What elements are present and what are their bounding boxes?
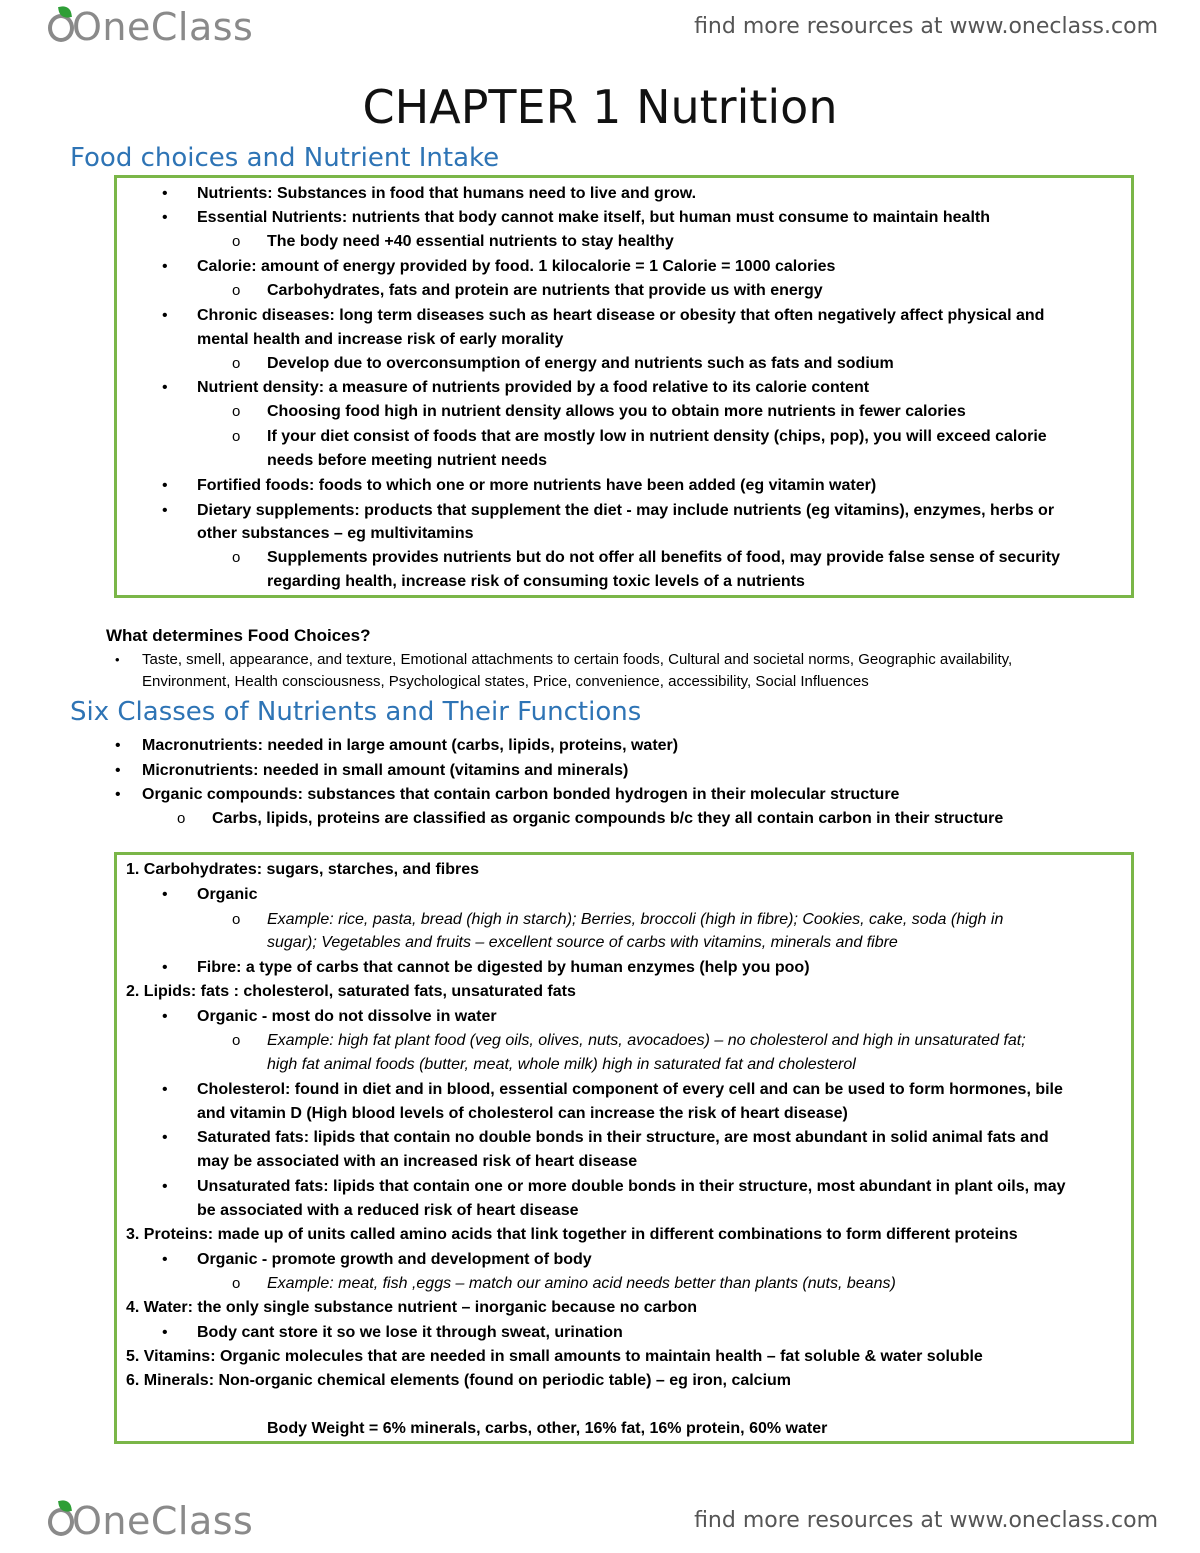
oneclass-leaf-icon bbox=[46, 1500, 80, 1540]
bullet: • bbox=[162, 959, 168, 976]
bullet: • bbox=[162, 886, 168, 903]
list-item: Micronutrients: needed in small amount (vitamins and minerals) bbox=[142, 762, 629, 779]
bullet: • bbox=[162, 209, 168, 226]
list-item: Carbs, lipids, proteins are classified as organic compounds b/c they all contain carbon in their structure bbox=[212, 810, 1004, 827]
list-item: 6. Minerals: Non-organic chemical elements (found on periodic table) – eg iron, calcium bbox=[126, 1372, 792, 1389]
list-item: Example: meat, fish ,eggs – match our amino acid needs better than plants (nuts, beans) bbox=[267, 1275, 896, 1292]
list-item: 5. Vitamins: Organic molecules that are needed in small amounts to maintain health – fat soluble & water soluble bbox=[126, 1348, 983, 1365]
bullet: • bbox=[162, 1251, 168, 1268]
body-weight-summary: Body Weight = 6% minerals, carbs, other, 16% fat, 16% protein, 60% water bbox=[267, 1420, 828, 1437]
subheading-food-choices: What determines Food Choices? bbox=[106, 626, 371, 645]
find-more-link[interactable]: find more resources at www.oneclass.com bbox=[694, 14, 1158, 39]
list-item: Example: high fat plant food (veg oils, olives, nuts, avocadoes) – no cholesterol and high in unsaturated fat; bbox=[267, 1032, 1026, 1049]
list-item-continued: and vitamin D (High blood levels of cholesterol can increase the risk of heart disease) bbox=[197, 1105, 848, 1122]
oneclass-logo[interactable] bbox=[46, 5, 254, 49]
list-item: Example: rice, pasta, bread (high in starch); Berries, broccoli (high in fibre); Cookies, cake, soda (high in bbox=[267, 911, 1004, 928]
brand-name: OneClass bbox=[72, 5, 254, 49]
list-item: Saturated fats: lipids that contain no double bonds in their structure, are most abundant in solid animal fats and bbox=[197, 1129, 1049, 1146]
list-item-continued: may be associated with an increased risk of heart disease bbox=[197, 1153, 638, 1170]
find-more-link-footer[interactable]: find more resources at www.oneclass.com bbox=[694, 1508, 1158, 1533]
list-item: Organic compounds: substances that contain carbon bonded hydrogen in their molecular structure bbox=[142, 786, 900, 803]
page-title: CHAPTER 1 Nutrition bbox=[362, 80, 838, 134]
list-item: Essential Nutrients: nutrients that body cannot make itself, but human must consume to maintain health bbox=[197, 209, 990, 226]
bullet: • bbox=[162, 502, 168, 519]
oneclass-leaf-icon bbox=[46, 6, 80, 46]
list-item-continued: other substances – eg multivitamins bbox=[197, 525, 474, 542]
list-item: 2. Lipids: fats : cholesterol, saturated fats, unsaturated fats bbox=[126, 983, 576, 1000]
list-item: Calorie: amount of energy provided by food. 1 kilocalorie = 1 Calorie = 1000 calories bbox=[197, 258, 836, 275]
list-item: Nutrient density: a measure of nutrients provided by a food relative to its calorie content bbox=[197, 379, 870, 396]
list-item: Fibre: a type of carbs that cannot be digested by human enzymes (help you poo) bbox=[197, 959, 810, 976]
sub-bullet: o bbox=[232, 233, 241, 250]
sub-bullet: o bbox=[232, 1032, 241, 1049]
sub-bullet: o bbox=[232, 549, 241, 566]
sub-bullet: o bbox=[232, 282, 241, 299]
list-item: Body cant store it so we lose it through sweat, urination bbox=[197, 1324, 623, 1341]
list-item-continued: high fat animal foods (butter, meat, whole milk) high in saturated fat and cholesterol bbox=[267, 1056, 856, 1073]
oneclass-logo-footer[interactable] bbox=[46, 1499, 254, 1543]
list-item: 3. Proteins: made up of units called amino acids that link together in different combinations to form different proteins bbox=[126, 1226, 1018, 1243]
list-item-continued: needs before meeting nutrient needs bbox=[267, 452, 548, 469]
bullet: • bbox=[115, 762, 121, 779]
section-heading-food-choices: Food choices and Nutrient Intake bbox=[70, 143, 500, 173]
list-item: Dietary supplements: products that supplement the diet - may include nutrients (eg vitamins), enzymes, herbs or bbox=[197, 502, 1055, 519]
list-item: Organic bbox=[197, 886, 258, 903]
list-item: Develop due to overconsumption of energy and nutrients such as fats and sodium bbox=[267, 355, 894, 372]
bullet: • bbox=[162, 1178, 168, 1195]
list-item: Unsaturated fats: lipids that contain one or more double bonds in their structure, most abundant in plant oils, may bbox=[197, 1178, 1066, 1195]
list-item-continued: mental health and increase risk of early morality bbox=[197, 331, 564, 348]
list-item: Macronutrients: needed in large amount (carbs, lipids, proteins, water) bbox=[142, 737, 679, 754]
bullet: • bbox=[115, 652, 120, 667]
brand-name: OneClass bbox=[72, 1499, 254, 1543]
bullet: • bbox=[162, 1129, 168, 1146]
list-item-continued: regarding health, increase risk of consuming toxic levels of a nutrients bbox=[267, 573, 805, 590]
sub-bullet: o bbox=[232, 911, 241, 928]
sub-bullet: o bbox=[232, 1275, 241, 1292]
bullet: • bbox=[162, 477, 168, 494]
bullet: • bbox=[162, 379, 168, 396]
list-item: Organic - most do not dissolve in water bbox=[197, 1008, 497, 1025]
sub-bullet: o bbox=[177, 810, 186, 827]
list-item-continued: Environment, Health consciousness, Psychological states, Price, convenience, accessibility, Social Influences bbox=[142, 673, 869, 690]
list-item-continued: be associated with a reduced risk of heart disease bbox=[197, 1202, 579, 1219]
list-item: If your diet consist of foods that are mostly low in nutrient density (chips, pop), you will exceed calorie bbox=[267, 428, 1047, 445]
list-item: Taste, smell, appearance, and texture, Emotional attachments to certain foods, Cultural and societal norms, Geographic availability, bbox=[142, 651, 1013, 668]
list-item: Supplements provides nutrients but do not offer all benefits of food, may provide false sense of security bbox=[267, 549, 1061, 566]
bullet: • bbox=[115, 786, 121, 803]
list-item: Fortified foods: foods to which one or more nutrients have been added (eg vitamin water) bbox=[197, 477, 877, 494]
list-item-continued: sugar); Vegetables and fruits – excellent source of carbs with vitamins, minerals and fibre bbox=[267, 934, 898, 951]
sub-bullet: o bbox=[232, 403, 241, 420]
list-item: Nutrients: Substances in food that humans need to live and grow. bbox=[197, 185, 697, 202]
list-item: Cholesterol: found in diet and in blood, essential component of every cell and can be used to form hormones, bile bbox=[197, 1081, 1063, 1098]
section-heading-six-classes: Six Classes of Nutrients and Their Functions bbox=[70, 697, 642, 727]
list-item: The body need +40 essential nutrients to stay healthy bbox=[267, 233, 674, 250]
bullet: • bbox=[162, 307, 168, 324]
list-item: 4. Water: the only single substance nutrient – inorganic because no carbon bbox=[126, 1299, 698, 1316]
list-item: Choosing food high in nutrient density allows you to obtain more nutrients in fewer calories bbox=[267, 403, 966, 420]
list-item: 1. Carbohydrates: sugars, starches, and fibres bbox=[126, 861, 480, 878]
list-item: Organic - promote growth and development of body bbox=[197, 1251, 592, 1268]
bullet: • bbox=[162, 1008, 168, 1025]
bullet: • bbox=[162, 258, 168, 275]
sub-bullet: o bbox=[232, 428, 241, 445]
bullet: • bbox=[115, 737, 121, 754]
bullet: • bbox=[162, 1324, 168, 1341]
list-item: Chronic diseases: long term diseases such as heart disease or obesity that often negatively affect physical and bbox=[197, 307, 1045, 324]
sub-bullet: o bbox=[232, 355, 241, 372]
list-item: Carbohydrates, fats and protein are nutrients that provide us with energy bbox=[267, 282, 823, 299]
bullet: • bbox=[162, 185, 168, 202]
bullet: • bbox=[162, 1081, 168, 1098]
